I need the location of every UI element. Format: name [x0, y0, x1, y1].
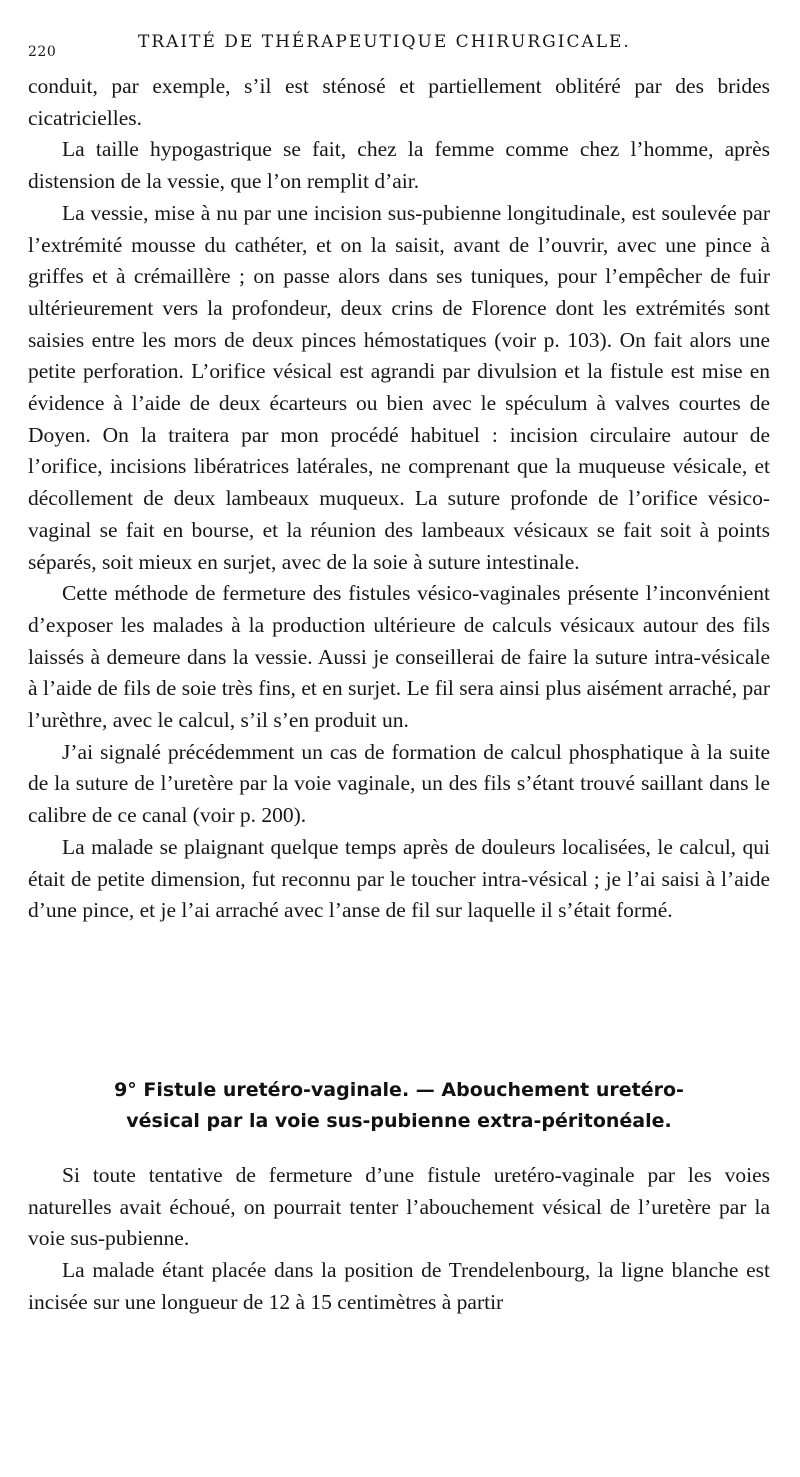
section-heading-line-1: 9° Fistule uretéro-vaginale. — Abouchement uretéro- [114, 1079, 684, 1101]
running-title: TRAITÉ DE THÉRAPEUTIQUE CHIRURGICALE. [138, 32, 631, 52]
body-text [28, 71, 770, 927]
paragraph-position-trendelenbourg: La malade étant placée dans la position de Trendelenbourg, la ligne blanche est incisée sur une longueur de 12 à 15 centimètres à partir [28, 1258, 770, 1314]
paragraph-malade-douleurs: La malade se plaignant quelque temps après de douleurs localisées, le calcul, qui était de petite dimension, fut reconnu par le toucher intra-vésical ; je l’ai saisi à l’aide d’une pince, et je l’ai arraché avec l’anse de fil sur laquelle il s’était formé. [28, 834, 770, 923]
section-heading [28, 1075, 770, 1137]
paragraph-continuation: conduit, par exemple, s’il est sténosé et partiellement oblitéré par des brides cicatricielles. [28, 74, 770, 130]
page-number: 220 [28, 44, 57, 60]
paragraph-vessie-incision: La vessie, mise à nu par une incision sus-pubienne longitudinale, est soulevée par l’extrémité mousse du cathéter, et on la saisit, avant de l’ouvrir, avec une pince à griffes et à crémaillère ; on passe alors dans ses tuniques, pour l’empêcher de fuir ultérieurement vers la profondeur, deux crins de Florence dont les extrémités sont saisies entre les mors de deux pinces hémostatiques (voir p. 103). On fait alors une petite perforation. L’orifice vésical est agrandi par divulsion et la fistule est mise en évidence à l’aide de deux écarteurs ou bien avec le spéculum à valves courtes de Doyen. On la traitera par mon procédé habituel : incision circulaire autour de l’orifice, incisions libératrices latérales, ne comprenant que la muqueuse vésicale, et décollement de deux lambeaux muqueux. La suture profonde de l’orifice vésico-vaginal se fait en bourse, et la réunion des lambeaux vésicaux se fait soit à points séparés, soit mieux en surjet, avec de la soie à suture intestinale. [28, 200, 770, 574]
paragraph-taille-hypogastrique: La taille hypogastrique se fait, chez la femme comme chez l’homme, après distension de la vessie, que l’on remplit d’air. [28, 137, 770, 194]
paragraph-methode-fermeture: Cette méthode de fermeture des fistules vésico-vaginales présente l’inconvénient d’exposer les malades à la production ultérieure de calculs vésicaux autour des fils laissés à demeure dans la vessie. Aussi je conseillerai de faire la suture intra-vésicale à l’aide de fils de soie très fins, et en surjet. Le fil sera ainsi plus aisément arraché, par l’urèthre, avec le calcul, s’il s’en produit un. [28, 581, 770, 733]
paragraph-calcul-phosphatique: J’ai signalé précédemment un cas de formation de calcul phosphatique à la suite de la suture de l’uretère par la voie vaginale, un des fils s’étant trouvé saillant dans le calibre de ce canal (voir p. 200). [28, 739, 770, 828]
section-text [28, 1160, 770, 1319]
section-heading-line-2: vésical par la voie sus-pubienne extra-péritonéale. [126, 1110, 672, 1132]
paragraph-tentative-fermeture: Si toute tentative de fermeture d’une fistule uretéro-vaginale par les voies naturelles avait échoué, on pourrait tenter l’abouchement vésical de l’uretère par la voie sus-pubienne. [28, 1163, 770, 1251]
running-head [28, 30, 778, 60]
